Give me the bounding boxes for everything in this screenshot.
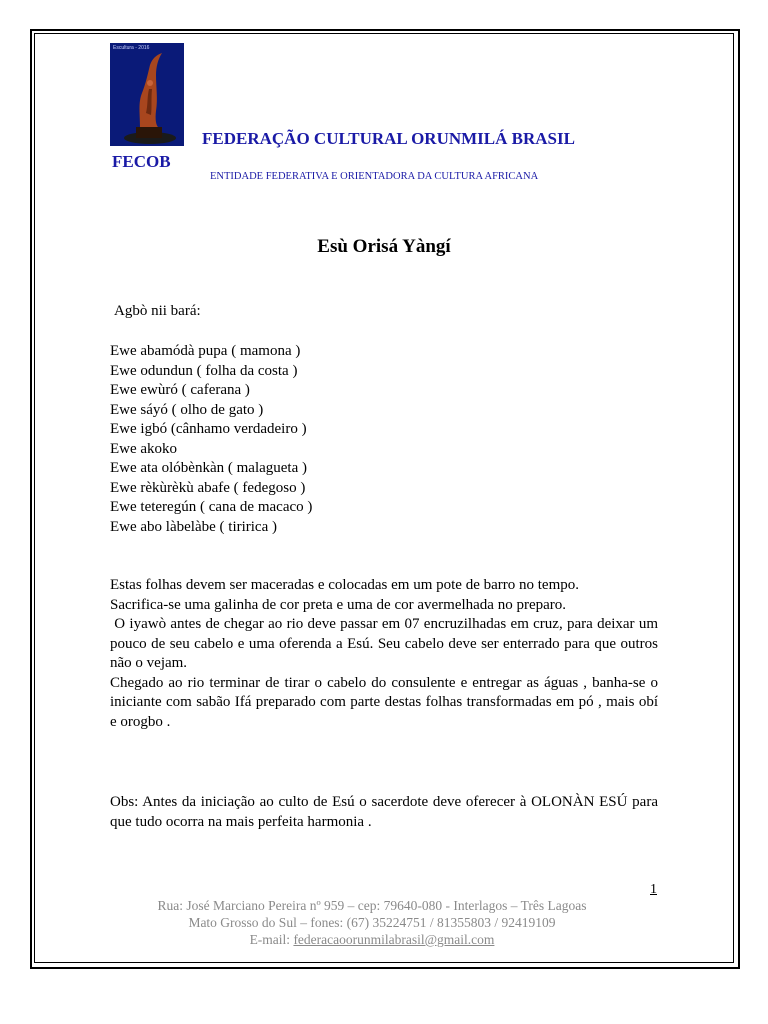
organization-abbreviation: FECOB (112, 152, 171, 171)
footer-contact: Mato Grosso do Sul – fones: (67) 35224751 / 81355803 / 92419109 (188, 915, 556, 930)
organization-subtitle: ENTIDADE FEDERATIVA E ORIENTADORA DA CULTURA AFRICANA (210, 171, 539, 182)
logo-caption: Escultura - 2016 (113, 45, 150, 51)
footer-email-line (0, 931, 744, 948)
herb-item: Ewe rèkùrèkù abafe ( fedegoso ) (110, 479, 306, 496)
body-paragraph: O iyawò antes de chegar ao rio deve passar em 07 encruzilhadas em cruz, para deixar um pouco de seu cabelo e uma oferenda a Esú. Seu cabelo deve ser enterrado para que outros não o vejam. (110, 616, 662, 671)
herb-item: Ewe odundun ( folha da costa ) (110, 362, 298, 379)
observation-note: Obs: Antes da iniciação ao culto de Esú o sacerdote deve oferecer à OLONÀN ESÚ para que tudo ocorra na mais perfeita harmonia . (110, 794, 658, 830)
herb-item: Ewe sáyó ( olho de gato ) (110, 401, 264, 418)
herb-list (110, 342, 312, 537)
footer-email-link[interactable]: federacaoorunmilabrasil@gmail.com (293, 932, 495, 947)
footer-email-label: E-mail: (249, 932, 294, 947)
herb-item: Ewe abamódà pupa ( mamona ) (110, 343, 301, 359)
herb-item: Ewe ewùró ( caferana ) (110, 382, 250, 398)
herb-item: Ewe akoko (110, 440, 178, 457)
document-title: Esù Orisá Yàngí (317, 236, 451, 257)
herb-item: Ewe abo làbelàbe ( tiririca ) (110, 518, 277, 535)
sculpture-logo (110, 43, 184, 146)
sculpture-icon (110, 43, 184, 146)
herb-item: Ewe ata olóbènkàn ( malagueta ) (110, 460, 307, 476)
intro-line: Agbò nii bará: (114, 303, 201, 319)
body-paragraph: Sacrifica-se uma galinha de cor preta e uma de cor avermelhada no preparo. (110, 596, 567, 613)
herb-item: Ewe igbó (cânhamo verdadeiro ) (110, 421, 307, 437)
instructions-body (110, 576, 662, 732)
organization-name: FEDERAÇÃO CULTURAL ORUNMILÁ BRASIL (202, 129, 575, 148)
page-number: 1 (650, 882, 657, 897)
herb-item: Ewe teteregún ( cana de macaco ) (110, 499, 313, 515)
footer (0, 897, 744, 948)
footer-address: Rua: José Marciano Pereira nº 959 – cep: 79640-080 - Interlagos – Três Lagoas (157, 898, 587, 913)
body-paragraph: Chegado ao rio terminar de tirar o cabelo do consulente e entregar as águas , banha-se o iniciante com sabão Ifá preparado com parte destas folhas transformadas em pó , mais obí e orogbo . (110, 674, 658, 730)
body-paragraph: Estas folhas devem ser maceradas e colocadas em um pote de barro no tempo. (110, 577, 579, 593)
